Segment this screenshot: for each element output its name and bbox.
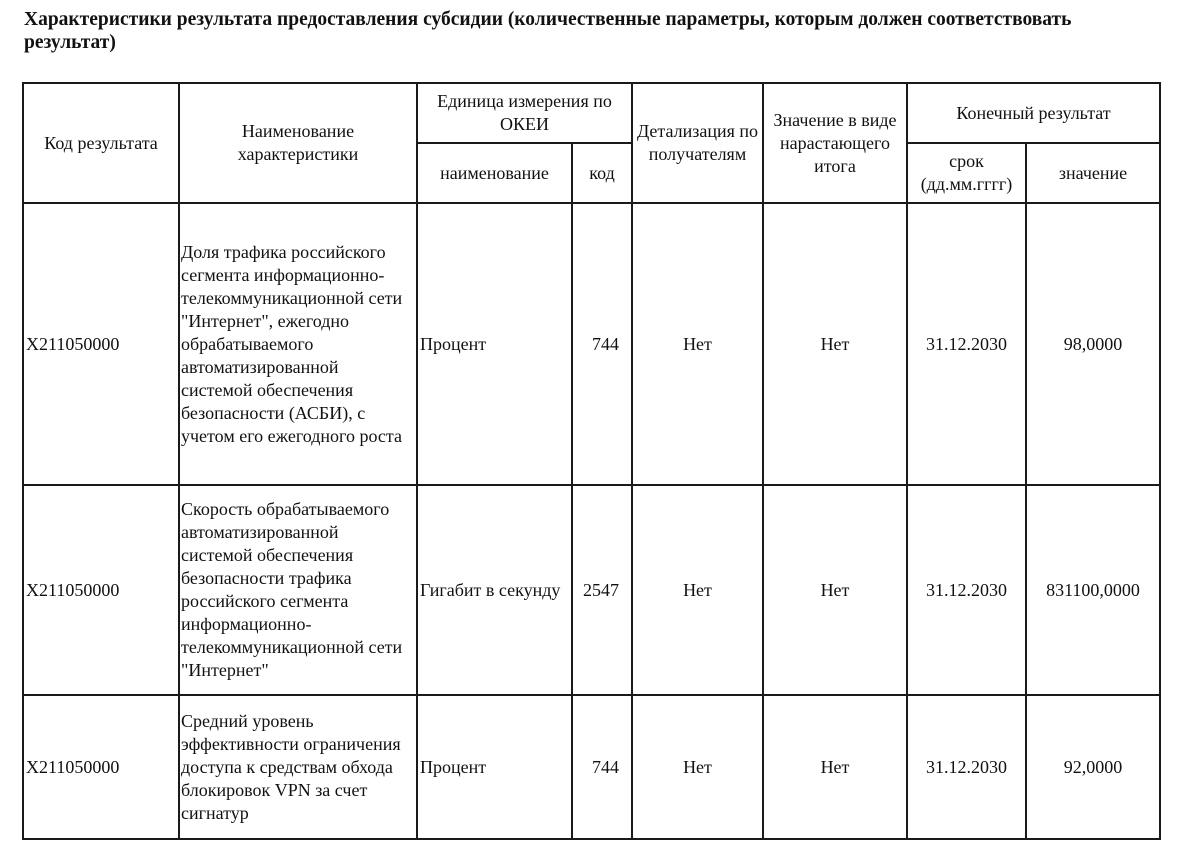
header-final-group: Конечный результат: [907, 83, 1160, 143]
header-unit-code: код: [572, 143, 632, 203]
unit-name: Процент: [417, 203, 572, 485]
unit-name: Процент: [417, 695, 572, 839]
characteristic-name: Средний уровень эффективности ограничения доступа к средствам обхода блокировок VPN за счет сигнатур: [179, 695, 417, 839]
characteristic-name: Скорость обрабатываемого автоматизированной системой обеспечения безопасности трафика российского сегмента информационно-телекоммуникационной сети "Интернет": [179, 485, 417, 695]
deadline-value: 31.12.2030: [907, 695, 1026, 839]
characteristic-name: Доля трафика российского сегмента информационно-телекоммуникационной сети "Интернет", ежегодно обрабатываемого автоматизированной системой обеспечения безопасности (АСБИ), с учетом его ежегодного роста: [179, 203, 417, 485]
deadline-value: 31.12.2030: [907, 485, 1026, 695]
unit-code: 744: [572, 203, 632, 485]
header-cumulative: Значение в виде нарастающего итога: [763, 83, 907, 203]
detail-value: Нет: [632, 695, 763, 839]
result-code: X211050000: [23, 695, 179, 839]
results-table: [22, 82, 1161, 840]
deadline-value: 31.12.2030: [907, 203, 1026, 485]
table-row: [23, 485, 1160, 695]
detail-value: Нет: [632, 485, 763, 695]
header-row-1: [23, 83, 1160, 143]
final-value: 98,0000: [1026, 203, 1160, 485]
unit-name: Гигабит в секунду: [417, 485, 572, 695]
header-unit-name: наименование: [417, 143, 572, 203]
final-value: 92,0000: [1026, 695, 1160, 839]
cumulative-value: Нет: [763, 695, 907, 839]
document-title: Характеристики результата предоставления субсидии (количественные параметры, которым должен соответствовать результат): [24, 9, 1072, 53]
result-code: X211050000: [23, 203, 179, 485]
header-name: Наименование характеристики: [179, 83, 417, 203]
final-value: 831100,0000: [1026, 485, 1160, 695]
table-row: [23, 695, 1160, 839]
cumulative-value: Нет: [763, 203, 907, 485]
header-detail: Детализация по получателям: [632, 83, 763, 203]
unit-code: 2547: [572, 485, 632, 695]
header-final-deadline: срок (дд.мм.гггг): [907, 143, 1026, 203]
header-final-value: значение: [1026, 143, 1160, 203]
header-unit-group: Единица измерения по ОКЕИ: [417, 83, 632, 143]
unit-code: 744: [572, 695, 632, 839]
detail-value: Нет: [632, 203, 763, 485]
cumulative-value: Нет: [763, 485, 907, 695]
header-code: Код результата: [23, 83, 179, 203]
result-code: X211050000: [23, 485, 179, 695]
table-row: [23, 203, 1160, 485]
